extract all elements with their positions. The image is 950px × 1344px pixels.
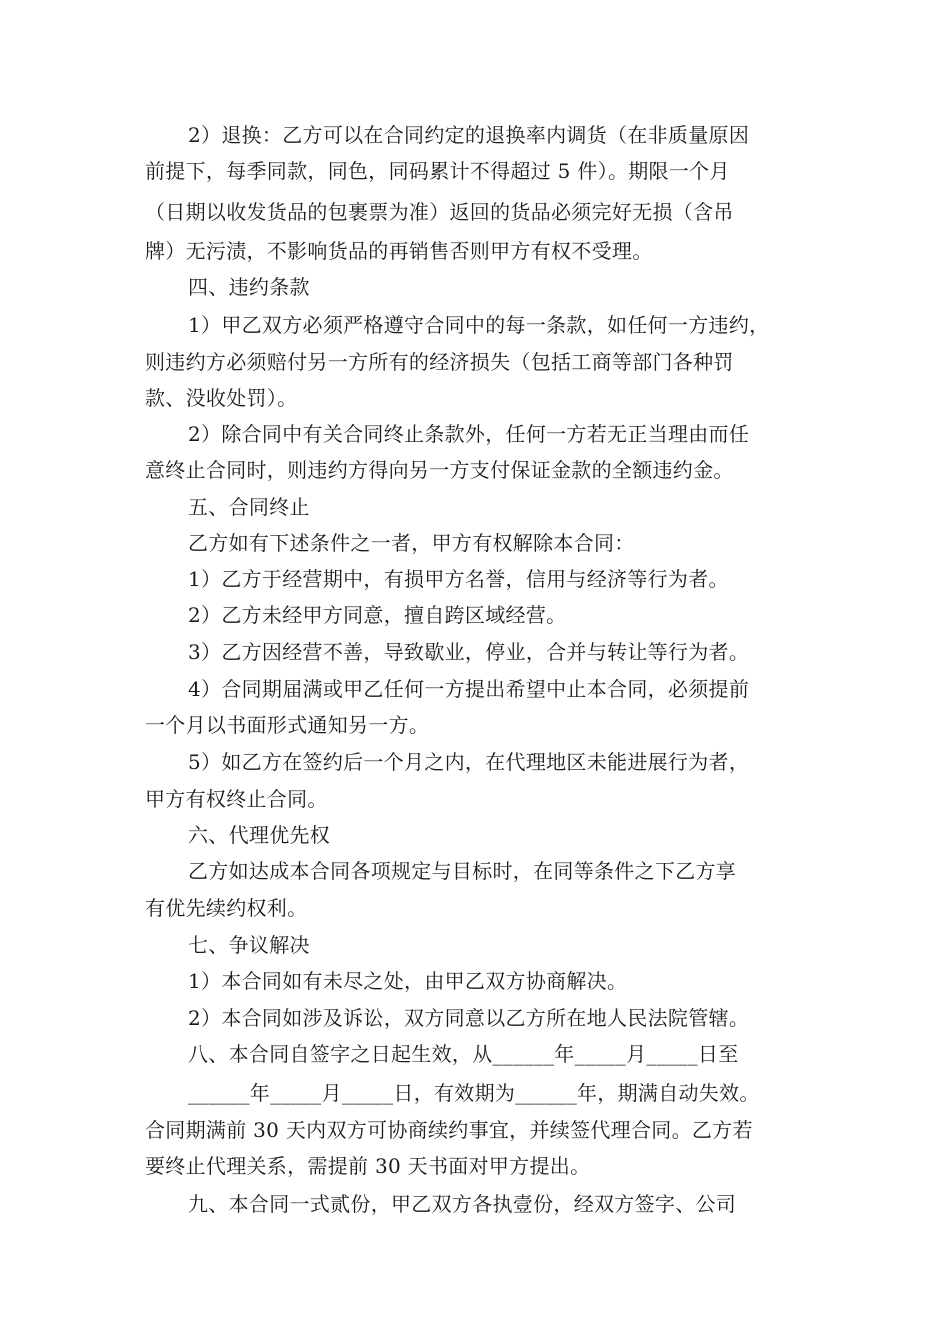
text-line: 意终止合同时，则违约方得向另一方支付保证金款的全额违约金。	[145, 458, 734, 482]
text-line: 牌）无污渍，不影响货品的再销售否则甲方有权不受理。	[145, 239, 653, 263]
text-line: 则违约方必须赔付另一方所有的经济损失（包括工商等部门各种罚	[145, 350, 734, 374]
text-line: 3）乙方因经营不善，导致歇业，停业，合并与转让等行为者。	[188, 640, 750, 664]
text-line: 八、本合同自签字之日起生效，从______年_____月_____日至	[188, 1042, 739, 1066]
text-line: 2）除合同中有关合同终止条款外，任何一方若无正当理由而任	[188, 422, 750, 446]
text-line: 要终止代理关系，需提前 30 天书面对甲方提出。	[145, 1154, 591, 1178]
text-line: 合同期满前 30 天内双方可协商续约事宜，并续签代理合同。乙方若	[145, 1118, 753, 1142]
text-line: 九、本合同一式贰份，甲乙双方各执壹份，经双方签字、公司	[188, 1192, 737, 1216]
text-line: 一个月以书面形式通知另一方。	[145, 713, 430, 737]
text-line: 1）甲乙双方必须严格遵守合同中的每一条款，如任何一方违约，	[188, 313, 770, 337]
section-heading: 六、代理优先权	[188, 823, 331, 847]
text-line: 2）本合同如涉及诉讼，双方同意以乙方所在地人民法院管辖。	[188, 1006, 750, 1030]
text-line: 5）如乙方在签约后一个月之内，在代理地区未能进展行为者，	[188, 750, 750, 774]
section-heading: 七、争议解决	[188, 933, 310, 957]
text-line: 1）本合同如有未尽之处，由甲乙双方协商解决。	[188, 969, 628, 993]
text-line: 2）退换：乙方可以在合同约定的退换率内调货（在非质量原因	[188, 123, 750, 147]
text-line: ______年_____月_____日，有效期为______年，期满自动失效。	[188, 1081, 760, 1105]
section-heading: 五、合同终止	[188, 495, 310, 519]
text-line: 甲方有权终止合同。	[145, 787, 328, 811]
section-heading: 四、违约条款	[188, 275, 310, 299]
text-line: 2）乙方未经甲方同意，擅自跨区域经营。	[188, 603, 567, 627]
text-line: 有优先续约权利。	[145, 896, 308, 920]
text-line: 1）乙方于经营期中，有损甲方名誉，信用与经济等行为者。	[188, 567, 729, 591]
text-line: 前提下，每季同款，同色，同码累计不得超过 5 件）。期限一个月	[145, 159, 730, 183]
text-line: 款、没收处罚）。	[145, 386, 298, 410]
text-line: 4）合同期届满或甲乙任何一方提出希望中止本合同，必须提前	[188, 677, 750, 701]
text-line: 乙方如达成本合同各项规定与目标时，在同等条件之下乙方享	[188, 859, 737, 883]
text-line: 乙方如有下述条件之一者，甲方有权解除本合同：	[188, 531, 635, 555]
text-line: （日期以收发货品的包裹票为准）返回的货品必须完好无损（含吊	[145, 200, 734, 224]
